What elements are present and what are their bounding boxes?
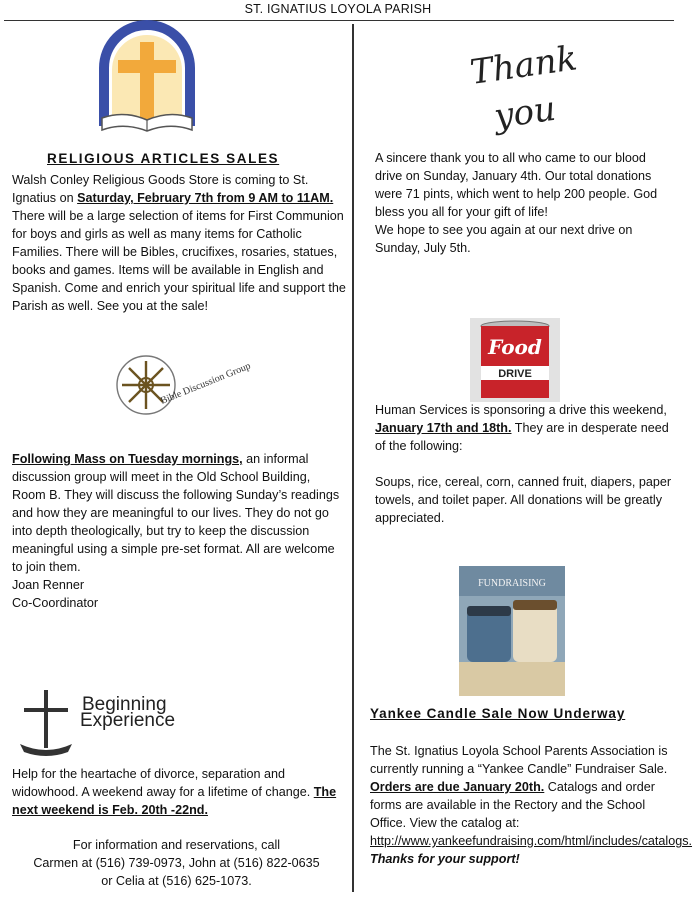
beginning-logo-line2: Experience bbox=[80, 710, 176, 731]
thank-script-word: Thank bbox=[467, 38, 580, 93]
page-header: ST. IGNATIUS LOYOLA PARISH bbox=[244, 2, 432, 16]
beginning-experience-logo bbox=[16, 686, 206, 764]
yankee-candle-heading: Yankee Candle Sale Now Underway bbox=[370, 706, 626, 721]
religious-articles-heading: RELIGIOUS ARTICLES SALES bbox=[47, 151, 280, 166]
blood-drive-text: A sincere thank you to all who came to our blood drive on Sunday, January 4th. Our total donations were 71 pints, which went to help 200 people. God bless you all for your gift of life! We hope to see you again at our next drive on Sunday, July 5th. bbox=[375, 151, 658, 255]
religious-articles-text: Walsh Conley Religious Goods Store is coming to St. Ignatius on Saturday, February 7th from 9 AM to 11AM. There will be a large selection of items for First Communion for boys and girls as well as many items for Catholic Families. There will be Bibles, crucifixes, rosaries, statues, books and games. Items will be available in English and Spanish. Come and enrich your spiritual life and support the Parish as well. See you at the sale! bbox=[12, 173, 346, 313]
beginning-logo-line1: Beginning bbox=[82, 694, 167, 715]
bible-discussion-text: Following Mass on Tuesday mornings, an informal discussion group will meet in the Old School Building, Room B. They will discuss the following Sunday’s readings and how they are meaningful to our lives. They do not go into depth theologically, but try to keep the discussion meaningful using a simple pre-set format. All are welcome to join them. Joan Renner Co-Coordinator bbox=[12, 450, 347, 612]
bible-logo-text: Bible Discussion Group bbox=[159, 360, 253, 407]
catalog-link[interactable]: http://www.yankeefundraising.com/html/includes/catalogs. bbox=[370, 834, 693, 848]
orders-due: Orders are due January 20th. bbox=[370, 780, 545, 794]
sale-date: Saturday, February 7th from 9 AM to 11AM. bbox=[77, 191, 334, 205]
thank-you-script bbox=[462, 40, 582, 144]
tuesday-mornings: Following Mass on Tuesday mornings, bbox=[12, 452, 243, 466]
coordinator-name: Joan Renner bbox=[12, 578, 85, 592]
column-divider bbox=[352, 24, 354, 892]
coordinator-role: Co-Coordinator bbox=[12, 596, 99, 610]
can-drive-word: DRIVE bbox=[498, 368, 532, 380]
header-divider bbox=[4, 20, 674, 21]
food-drive-dates: January 17th and 18th. bbox=[375, 421, 512, 435]
can-food-word: Food bbox=[488, 335, 542, 359]
reservation-info: For information and reservations, call Carmen at (516) 739-0973, John at (516) 822-0635 or Celia at (516) 625-1073. bbox=[33, 838, 320, 888]
food-drive-text: Human Services is sponsoring a drive this weekend, January 17th and 18th. They are in desperate need of the following: Soups, rice, cereal, corn, canned fruit, diapers, paper towels, and toilet paper. All donations will be greatly appreciated. bbox=[375, 403, 672, 525]
next-weekend: The next weekend is Feb. 20th -22nd. bbox=[12, 785, 337, 817]
cross-book-illustration bbox=[96, 26, 198, 132]
you-script-word: you bbox=[491, 88, 559, 137]
bible-discussion-group-logo bbox=[104, 352, 253, 424]
beginning-experience-text: Help for the heartache of divorce, separation and widowhood. A weekend away for a lifetime of change. The next weekend is Feb. 20th -22nd. bbox=[12, 767, 337, 817]
catalog-title: FUNDRAISING bbox=[478, 578, 546, 589]
candle-catalog-image bbox=[459, 566, 565, 696]
thanks-support: Thanks for your support! bbox=[370, 852, 520, 866]
yankee-candle-text: The St. Ignatius Loyola School Parents Association is currently running a “Yankee Candle” Fundraiser Sale. Orders are due January 20th. Catalogs and order forms are available in the Rectory and the School Office. View the catalog at: http://www.yankeefundraising.com/html/includes/catalogs. Thanks for your support! bbox=[370, 744, 693, 866]
food-drive-can bbox=[470, 318, 560, 402]
